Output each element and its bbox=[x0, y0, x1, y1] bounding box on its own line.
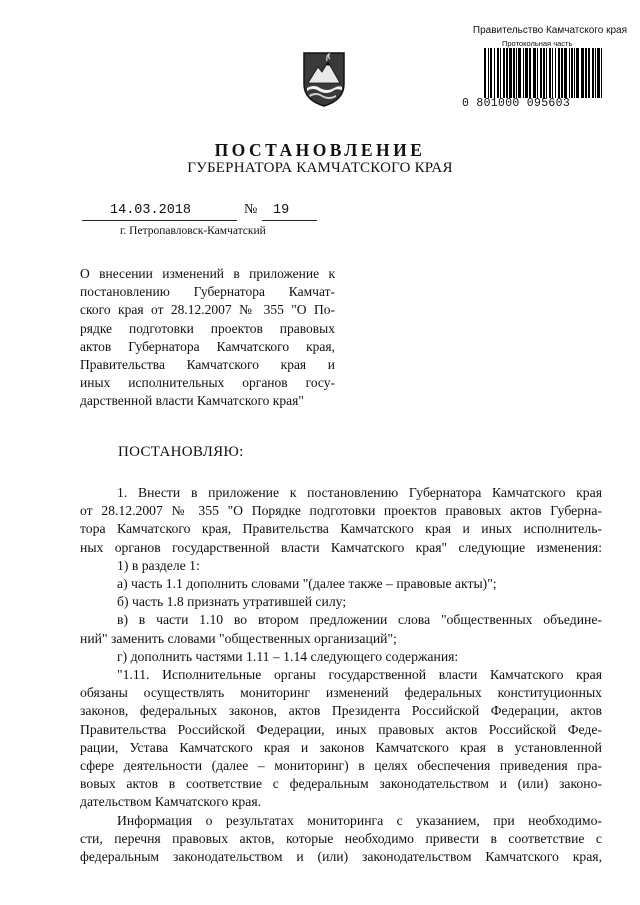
body-line: сти, перечня правовых актов, которые необходимо привести в соответствие с bbox=[80, 830, 602, 846]
barcode-bar bbox=[484, 48, 486, 98]
paragraph-3 bbox=[80, 575, 602, 593]
number-underline bbox=[262, 220, 317, 221]
body-line: в) в части 1.10 во втором предложении слова "общественных объедине- bbox=[117, 612, 602, 628]
barcode-bar bbox=[540, 48, 542, 98]
subject-line: О внесении изменений в приложение к bbox=[80, 266, 335, 281]
barcode-bar bbox=[549, 48, 551, 98]
body-line: "1.11. Исполнительные органы государственной власти Камчатского края bbox=[117, 667, 602, 683]
document-type-title: ПОСТАНОВЛЕНИЕ bbox=[214, 140, 426, 160]
barcode-bar bbox=[585, 48, 587, 98]
subject-line: ского края от 28.12.2007 № 355 "О По- bbox=[80, 302, 335, 318]
body-line: 1. Внести в приложение к постановлению Губернатора Камчатского края bbox=[117, 485, 602, 500]
barcode-bar bbox=[523, 48, 524, 98]
kamchatka-coat-of-arms-icon bbox=[300, 50, 348, 108]
barcode-bar bbox=[595, 48, 596, 98]
document-date: 14.03.2018 bbox=[110, 203, 192, 218]
barcode-bar bbox=[558, 48, 560, 98]
barcode-bar bbox=[529, 48, 531, 98]
document-subject bbox=[80, 265, 335, 411]
body-line: г) дополнить частями 1.11 – 1.14 следующего содержания: bbox=[117, 648, 459, 664]
paragraph-8 bbox=[80, 812, 602, 867]
document-body bbox=[80, 484, 602, 866]
document-number: 19 bbox=[273, 203, 290, 218]
resolve-heading: ПОСТАНОВЛЯЮ: bbox=[118, 444, 244, 460]
barcode-bar bbox=[581, 48, 584, 98]
barcode-bar bbox=[525, 48, 528, 98]
body-line: законов, федеральных законов, актов Президента Российской Федерации, актов bbox=[80, 703, 602, 719]
organization-header: Правительство Камчатского края bbox=[472, 25, 627, 36]
barcode-bar bbox=[571, 48, 573, 98]
body-line: ний" заменить словами "общественных организаций"; bbox=[80, 630, 397, 646]
body-line: 1) в разделе 1: bbox=[117, 557, 200, 573]
subject-line: актов Губернатора Камчатского края, bbox=[80, 338, 335, 354]
body-line: Информация о результатах мониторинга с указанием, при необходимо- bbox=[117, 812, 602, 828]
barcode-bar bbox=[561, 48, 563, 98]
subject-line: постановлению Губернатора Камчат- bbox=[80, 284, 335, 300]
document-issuer: ГУБЕРНАТОРА КАМЧАТСКОГО КРАЯ bbox=[187, 160, 453, 176]
issue-city: г. Петропавловск-Камчатский bbox=[120, 225, 266, 237]
barcode-bar bbox=[555, 48, 556, 98]
barcode-bar bbox=[533, 48, 536, 98]
barcode-bar bbox=[500, 48, 501, 98]
body-line: тора Камчатского края, Правительства Камчатского края и иных исполнитель- bbox=[80, 521, 602, 537]
number-sign: № bbox=[244, 202, 258, 217]
barcode-bar bbox=[543, 48, 545, 98]
barcode-bar bbox=[574, 48, 575, 98]
subject-line: дарственной власти Камчатского края" bbox=[80, 393, 304, 409]
body-line: ных органов государственной власти Камчатского края" следующие изменения: bbox=[80, 539, 602, 555]
barcode-bar bbox=[592, 48, 594, 98]
subject-line: Правительства Камчатского края и bbox=[80, 357, 335, 373]
body-line: а) часть 1.1 дополнить словами "(далее также – правовые акты)"; bbox=[117, 576, 497, 592]
barcode-bar bbox=[509, 48, 512, 98]
barcode-bar bbox=[513, 48, 515, 98]
barcode-bar bbox=[588, 48, 590, 98]
barcode-bar bbox=[497, 48, 499, 98]
paragraph-7 bbox=[80, 666, 602, 812]
barcode-bar bbox=[564, 48, 567, 98]
subject-line: рядке подготовки проектов правовых bbox=[80, 320, 335, 336]
barcode-bar bbox=[597, 48, 600, 98]
protocol-part-label: Протокольная часть bbox=[502, 39, 573, 48]
barcode-bar bbox=[490, 48, 492, 98]
barcode-bar bbox=[488, 48, 489, 98]
body-line: от 28.12.2007 № 355 "О Порядке подготовки проектов правовых актов Губерна- bbox=[80, 503, 602, 519]
body-line: б) часть 1.8 признать утратившей силу; bbox=[117, 594, 347, 610]
barcode-bar bbox=[601, 48, 602, 98]
paragraph-4 bbox=[80, 593, 602, 611]
barcode-bar bbox=[503, 48, 505, 98]
body-line: сфере деятельности (далее – мониторинг) в целях обеспечения приведения пра- bbox=[80, 758, 602, 774]
paragraph-1 bbox=[80, 484, 602, 557]
barcode-bar bbox=[546, 48, 547, 98]
barcode-bar bbox=[518, 48, 521, 98]
body-line: федеральным законодательством и (или) законодательством Камчатского края, bbox=[80, 849, 602, 865]
body-line: дательством Камчатского края. bbox=[80, 794, 262, 810]
subject-line: иных исполнительных органов госу- bbox=[80, 375, 335, 391]
barcode-bar bbox=[494, 48, 495, 98]
body-line: Правительства Российской Федерации, иных правовых актов Российской Феде- bbox=[80, 721, 602, 737]
body-line: вовых актов в соответствие с федеральным законодательством и (или) законо- bbox=[80, 776, 602, 792]
date-underline bbox=[82, 220, 237, 221]
barcode-bar bbox=[576, 48, 579, 98]
barcode-bar bbox=[516, 48, 517, 98]
barcode bbox=[484, 48, 605, 98]
paragraph-2 bbox=[80, 557, 602, 575]
barcode-bar bbox=[506, 48, 508, 98]
barcode-bar bbox=[569, 48, 570, 98]
barcode-bar bbox=[552, 48, 553, 98]
paragraph-6 bbox=[80, 648, 602, 666]
body-line: обязаны осуществлять мониторинг изменений федеральных конституционных bbox=[80, 685, 602, 701]
body-line: рации, Устава Камчатского края и законов Камчатского края в установленной bbox=[80, 739, 602, 755]
barcode-number: 0 801000 095603 bbox=[462, 97, 571, 110]
barcode-bar bbox=[537, 48, 538, 98]
paragraph-5 bbox=[80, 611, 602, 647]
